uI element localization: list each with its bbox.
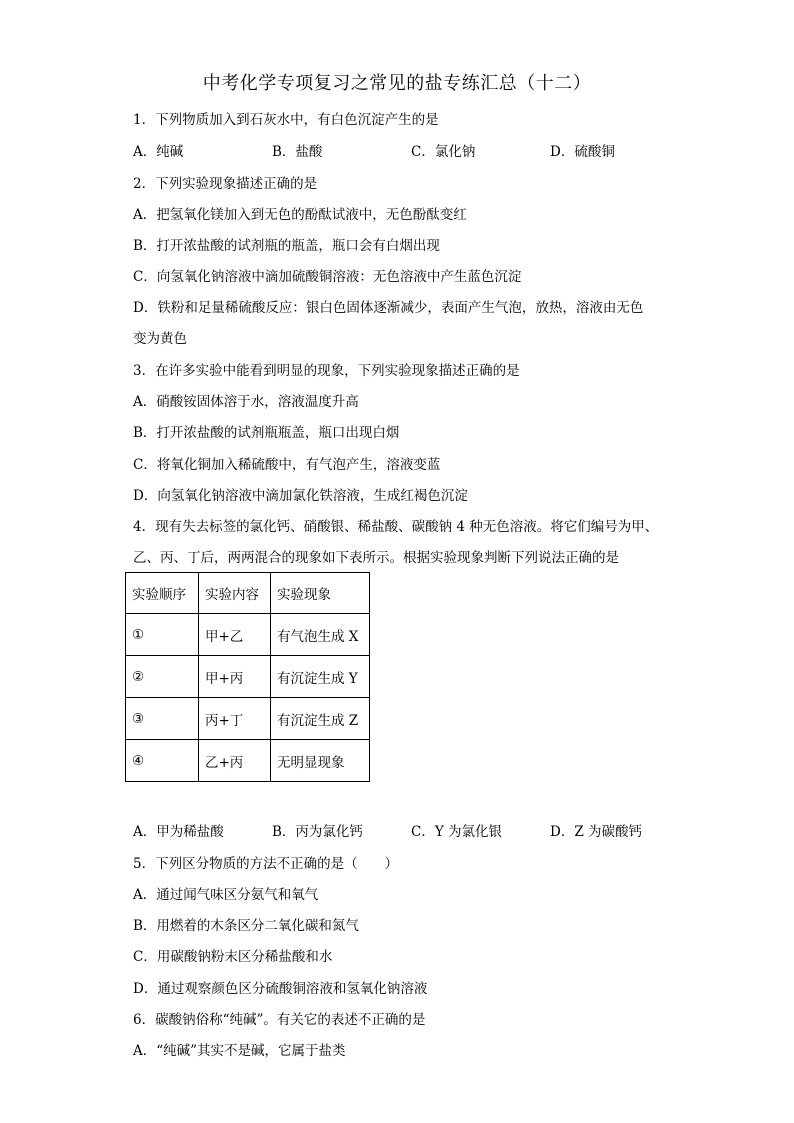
table-cell: ④ <box>126 740 199 782</box>
table-row <box>126 698 370 740</box>
q2-option-d-cont: 变为黄色 <box>133 331 187 347</box>
table-cell: 丙+丁 <box>199 698 271 740</box>
q3-option-c: C．将氧化铜加入稀硫酸中，有气泡产生，溶液变蓝 <box>133 457 441 473</box>
table-cell: ② <box>126 656 199 698</box>
q3-option-d: D．向氢氧化钠溶液中滴加氯化铁溶液，生成红褐色沉淀 <box>133 488 468 504</box>
q5-option-d: D．通过观察颜色区分硫酸铜溶液和氢氧化钠溶液 <box>133 981 428 997</box>
q2-option-d: D．铁粉和足量稀硫酸反应：银白色固体逐渐减少，表面产生气泡，放热，溶液由无色 <box>133 300 644 316</box>
table-row <box>126 614 370 656</box>
q1-option-c: C．氯化钠 <box>411 144 476 160</box>
q5-option-a: A．通过闻气味区分氨气和氧气 <box>133 887 319 903</box>
q5-option-c: C．用碳酸钠粉末区分稀盐酸和水 <box>133 949 333 965</box>
q1-option-b: B．盐酸 <box>272 144 323 160</box>
q4-stem-line2: 乙、丙、丁后，两两混合的现象如下表所示。根据实验现象判断下列说法正确的是 <box>133 550 619 566</box>
table-header-row <box>126 573 370 614</box>
q1-stem: 1．下列物质加入到石灰水中，有白色沉淀产生的是 <box>133 112 439 128</box>
q2-stem: 2．下列实验现象描述正确的是 <box>133 176 318 192</box>
table-header: 实验顺序 <box>126 573 199 614</box>
experiment-table <box>125 572 370 782</box>
table-cell: 有气泡生成 X <box>271 614 370 656</box>
table-header: 实验现象 <box>271 573 370 614</box>
q4-option-a: A．甲为稀盐酸 <box>133 824 224 840</box>
table-cell: 甲+丙 <box>199 656 271 698</box>
table-cell: 甲+乙 <box>199 614 271 656</box>
q5-stem: 5．下列区分物质的方法不正确的是（ ） <box>133 856 399 872</box>
table-cell: 乙+丙 <box>199 740 271 782</box>
table-header: 实验内容 <box>199 573 271 614</box>
table-cell: 无明显现象 <box>271 740 370 782</box>
q2-option-c: C．向氢氧化钠溶液中滴加硫酸铜溶液：无色溶液中产生蓝色沉淀 <box>133 269 522 285</box>
q3-option-a: A．硝酸铵固体溶于水，溶液温度升高 <box>133 394 359 410</box>
table-cell: ③ <box>126 698 199 740</box>
q1-option-a: A．纯碱 <box>133 144 184 160</box>
table-cell: ① <box>126 614 199 656</box>
q4-stem-line1: 4．现有失去标签的氯化钙、硝酸银、稀盐酸、碳酸钠 4 种无色溶液。将它们编号为甲、 <box>133 519 659 535</box>
page-title: 中考化学专项复习之常见的盐专练汇总（十二） <box>202 73 592 94</box>
q4-option-d: D．Z 为碳酸钙 <box>550 824 642 840</box>
q1-option-d: D．硫酸铜 <box>550 144 615 160</box>
q3-stem: 3．在许多实验中能看到明显的现象，下列实验现象描述正确的是 <box>133 363 520 379</box>
table-row <box>126 740 370 782</box>
table-row <box>126 656 370 698</box>
table-cell: 有沉淀生成 Y <box>271 656 370 698</box>
q4-option-b: B．丙为氯化钙 <box>272 824 363 840</box>
table-cell: 有沉淀生成 Z <box>271 698 370 740</box>
q6-stem: 6．碳酸钠俗称“纯碱”。有关它的表述不正确的是 <box>133 1012 426 1028</box>
q3-option-b: B．打开浓盐酸的试剂瓶瓶盖，瓶口出现白烟 <box>133 425 400 441</box>
q4-option-c: C．Y 为氯化银 <box>411 824 503 840</box>
q2-option-b: B．打开浓盐酸的试剂瓶的瓶盖，瓶口会有白烟出现 <box>133 238 440 254</box>
q5-option-b: B．用燃着的木条区分二氧化碳和氮气 <box>133 918 359 934</box>
q6-option-a: A．“纯碱”其实不是碱，它属于盐类 <box>133 1043 346 1059</box>
q2-option-a: A．把氢氧化镁加入到无色的酚酞试液中，无色酚酞变红 <box>133 207 467 223</box>
